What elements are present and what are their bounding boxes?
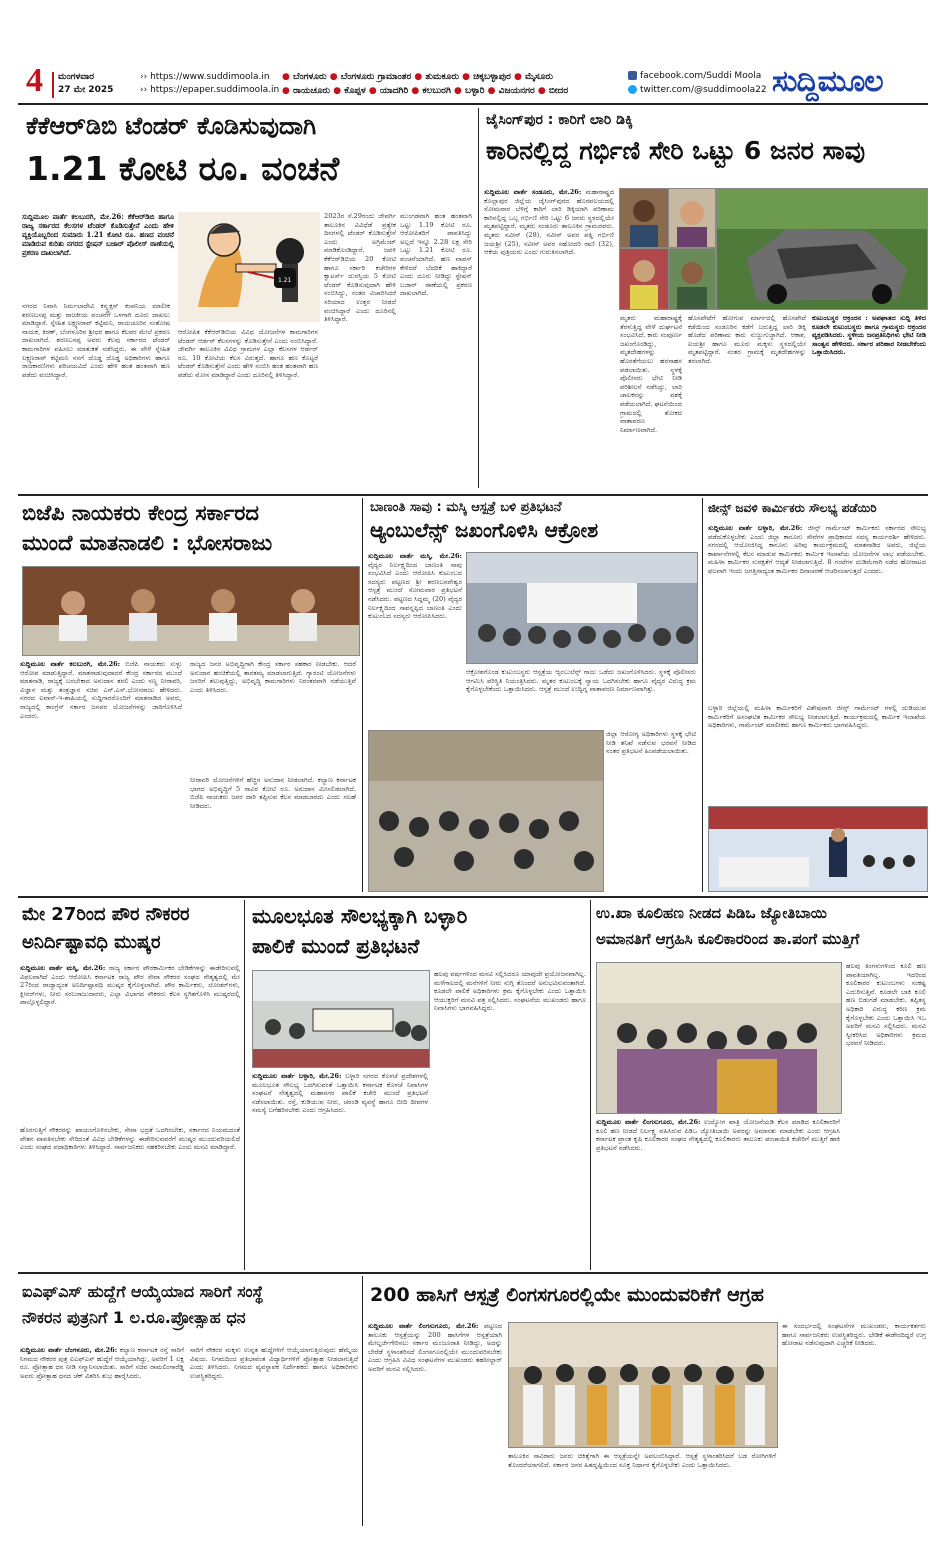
story-col-3: ಹೊಸಪೇಟೆಗೆ ಹೋಗುವ ಮಾರ್ಗದಲ್ಲಿ ಹೊಸಪೇಟೆ ಕಡೆಯಿಂದ ಸಂಡೂರಿನ ಕಡೆಗೆ ಬರುತ್ತಿದ್ದ ಲಾರಿ ಡಿಕ್ಕಿ ಹೊಡೆದ ಪರಿಣಾಮ ಕಾರು ನುಜ್ಜುಗುಜ್ಜಾಗಿದೆ. ಆಕಾಶ, ಐಯಶ್ರೀ ಹಾಗೂ ಮೂರು ಮಕ್ಕಳು ಸ್ಥಳದಲ್ಲಿಯೇ ಮೃತಪಟ್ಟಿದ್ದಾರೆ. ನಂತರ ಗ್ರಾಮಕ್ಕೆ ಮೃತದೇಹಗಳನ್ನು ತರಲಾಗಿದೆ. xyxy=(688,314,806,365)
story-col-2: ರಾಜ್ಯದ ಜನರ ಅಭಿವೃದ್ಧಿಗಾಗಿ ಕೇಂದ್ರ ಸರ್ಕಾರ ಸಹಕಾರ ನೀಡಬೇಕು. ಆದರೆ ಅನುದಾನ ಹಂಚಿಕೆಯಲ್ಲಿ ತಾರತಮ್ಯ ಮಾಡಲಾಗುತ್ತಿದೆ. ಗ್ಯಾರಂಟಿ ಯೋಜನೆಗಳು ಜನರಿಗೆ ತಲುಪುತ್ತಿದ್ದು, ಅಭಿವೃದ್ಧಿ ಕಾಮಗಾರಿಗಳು ನಿರಂತರವಾಗಿ ನಡೆಯುತ್ತಿವೆ ಎಂದು ತಿಳಿಸಿದರು. xyxy=(190,660,356,694)
story-col-1: ಸುದ್ದಿಮೂಲ ವಾರ್ತೆ ಮಸ್ಕಿ, ಮೇ.26: ರಾಜ್ಯ ಸರ್ಕಾರ ಪೌರಕಾರ್ಮಿಕರ ಬೇಡಿಕೆಗಳನ್ನು ಈಡೇರಿಸುವಲ್ಲಿ ವಿಫಲವಾಗಿದೆ ಎಂದು ಆರೋಪಿಸಿ ಕರ್ನಾಟಕ ರಾಜ್ಯ ಪೌರ ಸೇವಾ ನೌಕರರ ಸಂಘದ ನೇತೃತ್ವದಲ್ಲಿ ಮೇ 27ರಿಂದ ರಾಜ್ಯಾದ್ಯಂತ ಅನಿರ್ದಿಷ್ಟಾವಧಿ ಮುಷ್ಕರ ಕೈಗೊಳ್ಳಲಾಗಿದೆ. ಪೌರ ಕಾರ್ಮಿಕರು, ಲೋಡರ್‌ಗಳು, ಕ್ಲೀನರ್‌ಗಳು, ನೀರು ಸರಬರಾಜುದಾರರು, ಎಲ್ಲಾ ವಿಭಾಗದ ನೌಕರರು ಕೆಲಸ ಸ್ಥಗಿತಗೊಳಿಸಿ ಮುಷ್ಕರದಲ್ಲಿ ಪಾಲ್ಗೊಳ್ಳಲಿದ್ದಾರೆ. xyxy=(20,964,240,1007)
palike-protest-photo xyxy=(252,970,430,1068)
story-col-2: ಬಳ್ಳಾರಿ ಜಿಲ್ಲೆಯಲ್ಲಿ ಮಹಿಳಾ ಕಾರ್ಮಿಕರಿಗೆ ವಿಶೇಷವಾಗಿ ಜೀನ್ಸ್ ಗಾರ್ಮೆಂಟ್ ಗಳಲ್ಲಿ ದುಡಿಯುವ ಕಾರ್ಮಿಕರಿಗೆ ಅಸಂಘಟಿತ ಕಾರ್ಮಿಕರ ಸೌಲಭ್ಯ ನೀಡಲಾಗುತ್ತಿದೆ. ಕಾರ್ಯಕ್ರಮದಲ್ಲಿ ಕಾರ್ಮಿಕ ಇಲಾಖೆಯ ಅಧಿಕಾರಿಗಳು, ಗಾರ್ಮೆಂಟ್ ಮಾಲೀಕರು ಹಾಗೂ ಕಾರ್ಮಿಕರು ಭಾಗವಹಿಸಿದ್ದರು. xyxy=(708,704,926,730)
story-jaisingpur-accident xyxy=(482,108,928,496)
story-col-1: ಸುದ್ದಿಮೂಲ ವಾರ್ತೆ ಲಿಂಗಸುಗೂರು, ಮೇ.26: ಪಟ್ಟಣದ ತಾಲೂಕು ಆಸ್ಪತ್ರೆಯನ್ನು 200 ಹಾಸಿಗೆಗಳ ಆಸ್ಪತ್ರೆಯಾಗಿ ಮೇಲ್ದರ್ಜೆಗೇರಿಸಲು ಸರ್ಕಾರ ಮಂಜೂರಾತಿ ನೀಡಿದ್ದು, ಅದನ್ನು ಬೇರೆಡೆ ಸ್ಥಳಾಂತರಿಸದೆ ಲಿಂಗಸಗೂರಲ್ಲಿಯೇ ಮುಂದುವರಿಸಬೇಕು ಎಂದು ಆಗ್ರಹಿಸಿ ವಿವಿಧ ಸಂಘಟನೆಗಳ ಮುಖಂಡರು ತಹಸೀಲ್ದಾರ್ ಅವರಿಗೆ ಮನವಿ ಸಲ್ಲಿಸಿದರು. xyxy=(368,1322,502,1373)
headline-line-2: ಅಮಾನತಿಗೆ ಆಗ್ರಹಿಸಿ ಕೂಲಿಕಾರರಿಂದ ತಾ.ಪಂಗೆ ಮುತ್ತಿಗೆ xyxy=(596,930,860,948)
story-jeans-workers xyxy=(706,498,928,894)
story-col-1: ಸುದ್ದಿಮೂಲ ವಾರ್ತೆ ಬಳ್ಳಾರಿ, ಮೇ.26: ಜೀನ್ಸ್ ಗಾರ್ಮೆಂಟ್ ಕಾರ್ಮಿಕರು ಸರ್ಕಾರದ ಸೌಲಭ್ಯ ಪಡೆದುಕೊಳ್ಳಬೇಕು ಎಂದು ಜಿಲ್ಲಾ ಕಾನೂನು ಸೇವೆಗಳ ಪ್ರಾಧಿಕಾರದ ಸದಸ್ಯ ಕಾರ್ಯದರ್ಶಿ ಹೇಳಿದರು. ನಗರದಲ್ಲಿ ಆಯೋಜಿಸಿದ್ದ ಕಾನೂನು ಅರಿವು ಕಾರ್ಯಕ್ರಮದಲ್ಲಿ ಮಾತನಾಡಿದ ಅವರು, ಜಿಲ್ಲೆಯ ಕಾರ್ಖಾನೆಗಳಲ್ಲಿ ಕೆಲಸ ಮಾಡುವ ಕಾರ್ಮಿಕರು ಕಾರ್ಮಿಕ ಇಲಾಖೆಯ ಯೋಜನೆಗಳ ಲಾಭ ಪಡೆಯಬೇಕು. ಮಹಿಳಾ ಕಾರ್ಮಿಕರ ಸುರಕ್ಷತೆಗೆ ಆದ್ಯತೆ ನೀಡಲಾಗುತ್ತಿದೆ. 8 ಗಂಟೆಗಳ ದುಡಿಮೆಗಾಗಿ ನಡೆದ ಹೋರಾಟದ ಫಲವಾಗಿ ಇಂದು ಜಗತ್ತಿನಾದ್ಯಂತ ಕಾರ್ಮಿಕರ ದಿನಾಚರಣೆ ಆಚರಿಸಲಾಗುತ್ತದೆ ಎಂದರು. xyxy=(708,524,926,575)
epaper-link[interactable]: ›› https://epaper.suddimoola.in xyxy=(140,85,280,95)
story-pdo-protest xyxy=(594,900,928,1270)
protest-crowd-photo-1 xyxy=(466,552,698,664)
story-col-1: ಸುದ್ದಿಮೂಲ ವಾರ್ತೆ ಕಲಬುರಗಿ, ಮೇ.26: ಬಿಜೆಪಿ ನಾಯಕರು ಸುಳ್ಳು ಆರೋಪ ಮಾಡುತ್ತಿದ್ದಾರೆ. ಮಾತನಾಡುವುದಾದರೆ ಕೇಂದ್ರ ಸರ್ಕಾರದ ಮುಂದೆ ಮಾತನಾಡಿ, ರಾಜ್ಯಕ್ಕೆ ಬರಬೇಕಾದ ಅನುದಾನ ತರಲಿ ಎಂದು ಸಣ್ಣ ನೀರಾವರಿ, ವಿಜ್ಞಾನ ಮತ್ತು ತಂತ್ರಜ್ಞಾನ ಸಚಿವ ಎನ್.ಎಸ್.ಭೋಸರಾಜು ಹೇಳಿದರು. ನಗರದ ಐವಾನ್-ಇ-ಶಾಹಿಯಲ್ಲಿ ಸುದ್ದಿಗಾರರೊಂದಿಗೆ ಮಾತನಾಡಿದ ಅವರು, ರಾಜ್ಯದಲ್ಲಿ ಕಾಂಗ್ರೆಸ್ ಸರ್ಕಾರ ಜನಪರ ಯೋಜನೆಗಳನ್ನು ಜಾರಿಗೊಳಿಸಿದೆ ಎಂದರು. xyxy=(20,660,182,720)
story-col-1: ಸುದ್ದಿಮೂಲ ವಾರ್ತೆ ಮಸ್ಕಿ, ಮೇ.26: ವೈದ್ಯರ ನಿರ್ಲಕ್ಷ್ಯದಿಂದ ಬಾಣಂತಿ ಸಾವು ಸಂಭವಿಸಿದೆ ಎಂದು ಆರೋಪಿಸಿ ಕುಟುಂಬದ ಸದಸ್ಯರು ಪಟ್ಟಣದ ಶ್ರೀ ಶರಣಬಸವೇಶ್ವರ ಆಸ್ಪತ್ರೆ ಮುಂದೆ ಸೋಮವಾರ ಪ್ರತಿಭಟನೆ ನಡೆಸಿದರು. ಪಟ್ಟಣದ ಸಿದ್ದಮ್ಮ (20) ವೈದ್ಯರ ನಿರ್ಲಕ್ಷ್ಯದಿಂದ ಸಾವನ್ನಪ್ಪಿದ ಬಾಣಂತಿ ಎಂದು ಕುಟುಂಬದ ಸದಸ್ಯರು ಆರೋಪಿಸಿದರು. xyxy=(368,552,462,621)
issue-day: ಮಂಗಳವಾರ xyxy=(58,72,95,82)
headline-line-1: ಬಿಜೆಪಿ ನಾಯಕರು ಕೇಂದ್ರ ಸರ್ಕಾರದ xyxy=(22,501,259,525)
story-ifs-incentive xyxy=(18,1276,360,1526)
story-ambulance-protest xyxy=(366,498,700,894)
hospital-memorandum-photo xyxy=(508,1322,778,1448)
headline-line-2: ಪಾಲಿಕೆ ಮುಂದೆ ಪ್ರತಿಭಟನೆ xyxy=(252,934,420,958)
story-col-3: ನೀರಾವರಿ ಯೋಜನೆಗಳಿಗೆ ಹೆಚ್ಚಿನ ಅನುದಾನ ನೀಡಲಾಗಿದೆ. ಕಲ್ಯಾಣ ಕರ್ನಾಟಕ ಭಾಗದ ಅಭಿವೃದ್ಧಿಗೆ 5 ಸಾವಿರ ಕೋಟಿ ರೂ. ಅನುದಾನ ಮೀಸಲಿಡಲಾಗಿದೆ. ಬಿಜೆಪಿ ನಾಯಕರು ಜನರ ದಾರಿ ತಪ್ಪಿಸುವ ಕೆಲಸ ಮಾಡಬಾರದು ಎಂದು ಸಲಹೆ ನೀಡಿದರು. xyxy=(190,776,356,810)
story-col-1: ಸುದ್ದಿಮೂಲ ವಾರ್ತೆ ಸಂಡೂರು, ಮೇ.26: ಮಹಾರಾಷ್ಟ್ರದ ಕೊಲ್ಲಾಪುರ ಜಿಲ್ಲೆಯ ಜೈಸಿಂಗ್‌ಪುರದ ಹೊರವಲಯದಲ್ಲಿ ಸೋಮವಾರ ಬೆಳಿಗ್ಗೆ ಕಾರಿಗೆ ಲಾರಿ ಡಿಕ್ಕಿಯಾಗಿ ಪರಿಣಾಮ ಕಾರಿನಲ್ಲಿದ್ದ ಒಬ್ಬ ಗರ್ಭಿಣಿ ಸೇರಿ ಒಟ್ಟು 6 ಜನರು ಸ್ಥಳದಲ್ಲಿಯೇ ಮೃತಪಟ್ಟಿದ್ದಾರೆ. ಮೃತರು ಸಂಡೂರು ತಾಲೂಕಿನ ಗ್ರಾಮದವರು. ಮೃತರು ನವೀನ್ (28), ನವೀನ್ ಅವರ ಪತ್ನಿ ಗರ್ಭಿಣಿ ಜಯಶ್ರೀ (25), ನವೀನ್ ಅವರ ಸಹೋದರಿ ರಾಣಿ (32), ಆಕೆಯ ಪುತ್ರಿಯರು ಎಂದು ಗುರುತಿಸಲಾಗಿದೆ. xyxy=(484,188,614,257)
story-col-2: ಆಕ್ರೋಶಗೊಂಡ ಕುಟುಂಬಸ್ಥರು ಆಸ್ಪತ್ರೆಯ ಆ್ಯಂಬುಲೆನ್ಸ್ ಗಾಜು ಒಡೆದು ಜಖಂಗೊಳಿಸಿದರು. ಸ್ಥಳಕ್ಕೆ ಪೊಲೀಸರು ಆಗಮಿಸಿ ಪರಿಸ್ಥಿತಿ ನಿಯಂತ್ರಿಸಿದರು. ಮೃತರ ಕುಟುಂಬಕ್ಕೆ ನ್ಯಾಯ ಒದಗಿಸಬೇಕು ಹಾಗೂ ವೈದ್ಯರ ವಿರುದ್ಧ ಕ್ರಮ ಕೈಗೊಳ್ಳಬೇಕೆಂದು ಒತ್ತಾಯಿಸಿದರು. ಆಸ್ಪತ್ರೆ ಮುಂದೆ ಉದ್ವಿಗ್ನ ವಾತಾವರಣ ನಿರ್ಮಾಣವಾಗಿತ್ತು. xyxy=(466,668,696,694)
story-col-3: ಜಿಲ್ಲಾ ಆರೋಗ್ಯ ಅಧಿಕಾರಿಗಳು ಸ್ಥಳಕ್ಕೆ ಭೇಟಿ ನೀಡಿ ತನಿಖೆ ನಡೆಸುವ ಭರವಸೆ ನೀಡಿದ ನಂತರ ಪ್ರತಿಭಟನೆ ಹಿಂಪಡೆಯಲಾಯಿತು. xyxy=(606,730,696,756)
headline-line-2: ಅನಿರ್ದಿಷ್ಟಾವಧಿ ಮುಷ್ಕರ xyxy=(22,932,161,953)
story-bhosaraju xyxy=(18,498,358,894)
page-number: 4 xyxy=(26,62,43,99)
story-kicker: ಬಾಣಂತಿ ಸಾವು : ಮಸ್ಕಿ ಆಸ್ಪತ್ರೆ ಬಳಿ ಪ್ರತಿಭಟನೆ xyxy=(370,500,562,515)
story-col-2: ಹಲವು ವರ್ಷಗಳಿಂದ ಮನವಿ ಸಲ್ಲಿಸಿದರೂ ಯಾವುದೇ ಪ್ರಯೋಜನವಾಗಿಲ್ಲ. ಮಳೆಗಾಲದಲ್ಲಿ ಮನೆಗಳಿಗೆ ನೀರು ನುಗ್ಗಿ ತೊಂದರೆ ಅನುಭವಿಸುವಂತಾಗಿದೆ. ಕೂಡಲೇ ಪಾಲಿಕೆ ಅಧಿಕಾರಿಗಳು ಕ್ರಮ ಕೈಗೊಳ್ಳಬೇಕು ಎಂದು ಒತ್ತಾಯಿಸಿ ಆಯುಕ್ತರಿಗೆ ಮನವಿ ಪತ್ರ ಸಲ್ಲಿಸಿದರು. ಸಂಘಟನೆಯ ಮುಖಂಡರು ಹಾಗೂ ನಿವಾಸಿಗಳು ಭಾಗವಹಿಸಿದ್ದರು. xyxy=(434,970,586,1013)
story-pourakarmika-strike xyxy=(18,900,242,1270)
headline: ಜೀನ್ಸ್ ಜವಳಿ ಕಾರ್ಮಿಕರು ಸೌಲಭ್ಯ ಪಡೆಯಿರಿ xyxy=(708,501,877,515)
story-col-1: ಸುದ್ದಿಮೂಲ ವಾರ್ತೆ ಬೆಂಗಳೂರು, ಮೇ.26: ಕಲ್ಯಾಣ ಕರ್ನಾಟಕ ರಸ್ತೆ ಸಾರಿಗೆ ನಿಗಮದ ನೌಕರರ ಪುತ್ರ ಐಎಫ್‌ಎಸ್ ಹುದ್ದೆಗೆ ಆಯ್ಕೆಯಾಗಿದ್ದು, ಅವರಿಗೆ 1 ಲಕ್ಷ ರೂ. ಪ್ರೋತ್ಸಾಹ ಧನ ನೀಡಿ ಸನ್ಮಾನಿಸಲಾಯಿತು. ಸಾರಿಗೆ ಸಚಿವ ರಾಮಲಿಂಗಾರೆಡ್ಡಿ ಅವರು ಪ್ರೋತ್ಸಾಹ ಧನದ ಚೆಕ್ ವಿತರಿಸಿ ಶುಭ ಹಾರೈಸಿದರು. xyxy=(20,1346,184,1380)
story-col-2: ಮೃತರು ಮಹಾರಾಷ್ಟ್ರಕ್ಕೆ ತೆರಳುತ್ತಿದ್ದ ವೇಳೆ ದುರ್ಘಟನೆ ಸಂಭವಿಸಿದೆ. ಕಾರು ಸಂಪೂರ್ಣ ಜಖಂಗೊಂಡಿದ್ದು, ಮೃತದೇಹಗಳನ್ನು ಹೊರತೆಗೆಯಲು ಹರಸಾಹಸ ಪಡಲಾಯಿತು. ಸ್ಥಳಕ್ಕೆ ಪೊಲೀಸರು ಭೇಟಿ ನೀಡಿ ಪರಿಶೀಲನೆ ನಡೆಸಿದ್ದು, ಲಾರಿ ಚಾಲಕನನ್ನು ವಶಕ್ಕೆ ಪಡೆಯಲಾಗಿದೆ. ಘಟನೆಯಿಂದ ಗ್ರಾಮದಲ್ಲಿ ಶೋಕದ ವಾತಾವರಣ ನಿರ್ಮಾಣವಾಗಿದೆ. xyxy=(620,314,682,434)
district-row-2: ● ರಾಯಚೂರು ● ಕೊಪ್ಪಳ ● ಯಾದಗಿರಿ ● ಕಲಬುರಗಿ ● ಬಳ್ಳಾರಿ ● ವಿಜಯನಗರ ● ಬೀದರ xyxy=(282,86,569,96)
story-col-2: ಹಲವು ತಿಂಗಳುಗಳಿಂದ ಕೂಲಿ ಹಣ ಪಾವತಿಯಾಗಿಲ್ಲ. ಇದರಿಂದ ಕೂಲಿಕಾರರ ಕುಟುಂಬಗಳು ಸಂಕಷ್ಟ ಎದುರಿಸುತ್ತಿವೆ. ಕೂಡಲೇ ಬಾಕಿ ಕೂಲಿ ಹಣ ಬಿಡುಗಡೆ ಮಾಡಬೇಕು. ತಪ್ಪಿತಸ್ಥ ಅಧಿಕಾರಿ ವಿರುದ್ಧ ಕಠಿಣ ಕ್ರಮ ಕೈಗೊಳ್ಳಬೇಕು ಎಂದು ಒತ್ತಾಯಿಸಿ ಇಒ ಅವರಿಗೆ ಮನವಿ ಸಲ್ಲಿಸಿದರು. ಮನವಿ ಸ್ವೀಕರಿಸಿದ ಅಧಿಕಾರಿಗಳು ಕ್ರಮದ ಭರವಸೆ ನೀಡಿದರು. xyxy=(846,962,926,1048)
facebook-link[interactable]: facebook.com/Suddi Moola xyxy=(628,71,761,81)
headline-line-1: ಐಎಫ್‌ಎಸ್ ಹುದ್ದೆಗೆ ಆಯ್ಕೆಯಾದ ಸಾರಿಗೆ ಸಂಸ್ಥೆ xyxy=(22,1282,264,1301)
svg-text:1.21: 1.21 xyxy=(278,277,292,284)
headline-line-2: ಮುಂದೆ ಮಾತನಾಡಲಿ : ಭೋಸರಾಜು xyxy=(22,531,273,555)
victim-portrait-4 xyxy=(668,248,716,310)
story-col-3: ಈ ಸಂದರ್ಭದಲ್ಲಿ ಸಂಘಟನೆಗಳ ಮುಖಂಡರು, ಕಾರ್ಯಕರ್ತರು ಹಾಗೂ ಸಾರ್ವಜನಿಕರು ಉಪಸ್ಥಿತರಿದ್ದರು. ಬೇಡಿಕೆ ಈಡೇರದಿದ್ದರೆ ಉಗ್ರ ಹೋರಾಟ ನಡೆಸುವುದಾಗಿ ಎಚ್ಚರಿಕೆ ನೀಡಿದರು. xyxy=(782,1322,926,1348)
story-col-2: ಆರೋಪಿತ ಕೆಕೆಆರ್‌ಡಿಬಿಯ ವಿವಿಧ ಯೋಜನೆಗಳ ಕಾಮಗಾರಿಗಳ ಟೆಂಡರ್ ಆರ್ಡರ್ ಕೆಲಸಗಳನ್ನು ಕೊಡಿಸುತ್ತೇನೆ ಎಂದು ನಂಬಿಸಿದ್ದಾರೆ. ಜೇವರ್ಗಿ ತಾಲೂಕಿನ ವಿವಿಧ ಗ್ರಾಮಗಳ ಎಲ್ಲಾ ಕೆಲಸಗಳ ಆರ್ಡರ್ ರೂ. 10 ಕೋಟಿಯ ಕೆಲಸ ವಿರುತ್ತದೆ. ಹಾಗೂ ಹಣ ಕೊಟ್ಟರೆ ಟೆಂಡರ್ ಕೊಡಿಸುತ್ತೇನೆ ಎಂದು ಹೇಳಿ ನಂಬಿಸಿ ಹಂತ ಹಂತವಾಗಿ ಹಣ ಪಡೆದು ಮೋಸ ಮಾಡಿದ್ದಾರೆ ಎಂದು ದೂರಿನಲ್ಲಿ ತಿಳಿಸಿದ್ದಾರೆ. xyxy=(178,328,318,379)
story-hospital-demand xyxy=(366,1276,928,1526)
website-link[interactable]: ›› https://www.suddimoola.in xyxy=(140,72,270,82)
facebook-icon xyxy=(628,71,637,80)
headline-line-1: ಕೆಕೆಆರ್‌ಡಿಬಿ ಟೆಂಡರ್ ಕೊಡಿಸುವುದಾಗಿ xyxy=(26,112,317,140)
headline: 200 ಹಾಸಿಗೆ ಆಸ್ಪತ್ರೆ ಲಿಂಗಸಗೂರಲ್ಲಿಯೇ ಮುಂದುವರಿಕೆಗೆ ಆಗ್ರಹ xyxy=(370,1284,764,1306)
story-lead: ಸುದ್ದಿಮೂಲ ವಾರ್ತೆ ಕಲಬುರಗಿ, ಮೇ.26: ಕೆಕೆಆರ್‌ಡಿಬಿ ಹಾಗೂ ರಾಜ್ಯ ಸರ್ಕಾರದ ಕೆಲಸಗಳ ಟೆಂಡರ್ ಕೊಡಿಸುತ್ತೇನೆ ಎಂದು ಹೇಳಿ ವ್ಯಕ್ತಿಯೊಬ್ಬರಿಂದ ಸುಮಾರು 1.21 ಕೋಟಿ ರೂ. ಹಣದ ವಂಚನೆ ಮಾಡಿರುವ ಕುರಿತು ನಗರದ ಸ್ಟೇಷನ್ ಬಜಾರ್ ಪೊಲೀಸ್ ಠಾಣೆಯಲ್ಲಿ ಪ್ರಕರಣ ದಾಖಲಾಗಿದೆ. xyxy=(22,212,174,257)
story-col-2: ಸಾರಿಗೆ ನೌಕರರ ಮಕ್ಕಳು ಉನ್ನತ ಹುದ್ದೆಗಳಿಗೆ ಆಯ್ಕೆಯಾಗುತ್ತಿರುವುದು ಹೆಮ್ಮೆಯ ವಿಷಯ. ನಿಗಮದಿಂದ ಪ್ರತಿಭಾವಂತ ವಿದ್ಯಾರ್ಥಿಗಳಿಗೆ ಪ್ರೋತ್ಸಾಹ ನೀಡಲಾಗುತ್ತಿದೆ ಎಂದು ತಿಳಿಸಿದರು. ನಿಗಮದ ವ್ಯವಸ್ಥಾಪಕ ನಿರ್ದೇಶಕರು ಹಾಗೂ ಅಧಿಕಾರಿಗಳು ಉಪಸ್ಥಿತರಿದ್ದರು. xyxy=(190,1346,358,1380)
victim-portrait-1 xyxy=(619,188,669,248)
story-col-4: ಮುಂಗಡವಾಗಿ ಹಂತ ಹಂತವಾಗಿ ಒಟ್ಟು 1.19 ಕೋಟಿ ರೂ. ಆರೋಪಿತರಿಗೆ ಪಾವತಿಸಿದ್ದು ಅಲ್ಲದೆ ಇನ್ನೂ 2.28 ಲಕ್ಷ ಸೇರಿ ಒಟ್ಟು 1.21 ಕೋಟಿ ರೂ. ವಂಚನೆಯಾಗಿದೆ. ಹಣ ವಾಪಸ್ ಕೇಳಿದರೆ ಬೆದರಿಕೆ ಹಾಕಿದ್ದಾರೆ ಎಂದು ದೂರು ನೀಡಿದ್ದು ಸ್ಟೇಷನ್ ಬಜಾರ್ ಠಾಣೆಯಲ್ಲಿ ಪ್ರಕರಣ ದಾಖಲಾಗಿದೆ. xyxy=(400,212,472,298)
headline: ಕಾರಿನಲ್ಲಿದ್ದ ಗರ್ಭಿಣಿ ಸೇರಿ ಒಟ್ಟು 6 ಜನರ ಸಾವು xyxy=(486,136,866,165)
newspaper-logo: ಸುದ್ದಿಮೂಲ xyxy=(772,64,883,99)
fraud-illustration xyxy=(178,212,320,322)
story-col-1: ನಗರದ ನಿವಾಸಿ ನಿರ್ಮಲಾದೇವಿ ಕನ್ಸ್ಟ್ರಕ್ಷನ್ ಕಂಪನಿಯ ಮಾಲೀಕ ಶರಣಬಸಪ್ಪ ಮತ್ತು ರಾಜಕೀಯ ವಂಚನೆಗೆ ಒಳಗಾಗಿ ದೂರು ದಾಖಲು ಮಾಡಿದ್ದಾರೆ. ಸ್ನೇಹಿತ ಲಕ್ಷ್ಮಣರಾವ್ ಕಟ್ಟಿಮನಿ, ರಾಯಚೂರಿನ ಸಂತೋಷ ನಾಯಕ, ಕಿರಣ್, ಬೆಂಗಳೂರಿನ ಶ್ರೀಧರ ಹಾಗೂ ಕೆಲವರ ಮೇಲೆ ಪ್ರಕರಣ ದಾಖಲಾಗಿದೆ. ಶರಣಬಸಪ್ಪ ಅವರು ಕೆಲವು ಸರ್ಕಾರದ ಟೆಂಡರ್ ಕಾಮಗಾರಿಗಳ ವಹಿಸಲು ಮಾತುಕತೆ ನಡೆಸಿದ್ದರು. ಈ ವೇಳೆ ಸ್ನೇಹಿತ ಲಕ್ಷ್ಮಣರಾವ್ ಕಟ್ಟಿಮನಿ ನನಗೆ ದೊಡ್ಡ ದೊಡ್ಡ ಅಧಿಕಾರಿಗಳು ಹಾಗೂ ರಾಜಕಾರಣಿಗಳು ಪರಿಚಯವಿದೆ ಎಂದು ಹೇಳಿ ಹಂತ ಹಂತವಾಗಿ ಹಣ ಪಡೆದು ವಂಚಿಸಿದ್ದಾರೆ. xyxy=(22,302,170,379)
crashed-car-photo xyxy=(716,188,928,310)
link-arrow-icon: ›› xyxy=(140,72,151,82)
headline-line-1: ಉ.ಖಾ ಕೂಲಿಹಣ ನೀಡದ ಪಿಡಿಒ ಜ್ಯೋತಿಬಾಯಿ xyxy=(596,904,827,922)
headline-line-2: ನೌಕರನ ಪುತ್ರನಿಗೆ 1 ಲ.ರೂ.ಪ್ರೋತ್ಸಾಹ ಧನ xyxy=(22,1308,246,1327)
victim-portrait-2 xyxy=(668,188,716,248)
district-row-1: ● ಬೆಂಗಳೂರು ● ಬೆಂಗಳೂರು ಗ್ರಾಮಾಂತರ ● ತುಮಕೂರು ● ಚಿಕ್ಕಬಳ್ಳಾಪುರ ● ಮೈಸೂರು xyxy=(282,72,554,82)
headline-line-2: 1.21 ಕೋಟಿ ರೂ. ವಂಚನೆ xyxy=(26,149,340,188)
story-col-3: 2023ರ ಸೆ.29ರಂದು ಜೇವರ್ಗಿ ತಾಲೂಕಿನ ವಿವಿಧೆಡೆ ಪ್ರತ್ಯೇಕ ದಿನಗಳಲ್ಲಿ ಟೆಂಡರ್ ಕೊಡಿಸುತ್ತೇನೆ ಎಂದು ಅಗ್ರಿಮೆಂಟ್ ಮಾಡಿಕೊಂಡಿದ್ದಾರೆ. ಜವಳಿ ಕೆಕೆಆರ್‌ಡಿಬಿಯ 20 ಕೋಟಿ ಹಾಗೂ ಸರ್ಕಾರಿ ಕಚೇರಿಗಳ ಕ್ವಾಟರ್ಸ್ ದುರಸ್ತಿಯ 5 ಕೋಟಿ ಟೆಂಡರ್ ಕೊಡಿಸುವುದಾಗಿ ಹೇಳಿ ನಂಬಿಸಿದ್ದು, ನಂತರ ವಿಚಾರಿಸಿದರೆ ಸರಿಯಾದ ಉತ್ತರ ನೀಡದೆ ವಂಚಿಸಿದ್ದಾರೆ ಎಂದು ದೂರಿನಲ್ಲಿ ತಿಳಿಸಿದ್ದಾರೆ. xyxy=(324,212,396,324)
headline: ಆ್ಯಂಬುಲೆನ್ಸ್ ಜಖಂಗೊಳಿಸಿ ಆಕ್ರೋಶ xyxy=(370,518,599,542)
story-col-1: ಸುದ್ದಿಮೂಲ ವಾರ್ತೆ ಬಳ್ಳಾರಿ, ಮೇ.26: ಬಳ್ಳಾರಿ ನಗರದ ಕೊಳಚೆ ಪ್ರದೇಶಗಳಲ್ಲಿ ಮೂಲಭೂತ ಸೌಲಭ್ಯ ಒದಗಿಸುವಂತೆ ಒತ್ತಾಯಿಸಿ ಕರ್ನಾಟಕ ಕೊಳಚೆ ನಿವಾಸಿಗಳ ಸಂಘಟನೆ ನೇತೃತ್ವದಲ್ಲಿ ಮಹಾನಗರ ಪಾಲಿಕೆ ಕಚೇರಿ ಮುಂದೆ ಪ್ರತಿಭಟನೆ ನಡೆಸಲಾಯಿತು. ರಸ್ತೆ, ಕುಡಿಯುವ ನೀರು, ಚರಂಡಿ ವ್ಯವಸ್ಥೆ ಹಾಗೂ ಬೀದಿ ದೀಪಗಳ ಸಮಸ್ಯೆ ಬಗೆಹರಿಸಬೇಕು ಎಂದು ಆಗ್ರಹಿಸಿದರು. xyxy=(252,1072,428,1115)
story-kicker: ಜೈಸಿಂಗ್‌ಪುರ : ಕಾರಿಗೆ ಲಾರಿ ಡಿಕ್ಕಿ xyxy=(486,112,633,128)
story-col-1: ಸುದ್ದಿಮೂಲ ವಾರ್ತೆ ಲಿಂಗಸುಗೂರು, ಮೇ.26: ಉದ್ಯೋಗ ಖಾತ್ರಿ ಯೋಜನೆಯಡಿ ಕೆಲಸ ಮಾಡಿದ ಕೂಲಿಕಾರರಿಗೆ ಕೂಲಿ ಹಣ ನೀಡದೆ ನಿರ್ಲಕ್ಷ್ಯ ವಹಿಸಿರುವ ಪಿಡಿಒ ಜ್ಯೋತಿಬಾಯಿ ಅವರನ್ನು ಅಮಾನತು ಮಾಡಬೇಕು ಎಂದು ಆಗ್ರಹಿಸಿ ಕರ್ನಾಟಕ ಪ್ರಾಂತ ಕೃಷಿ ಕೂಲಿಕಾರರ ಸಂಘದ ನೇತೃತ್ವದಲ್ಲಿ ಕೂಲಿಕಾರರು ತಾಲೂಕು ಪಂಚಾಯಿತಿ ಕಚೇರಿಗೆ ಮುತ್ತಿಗೆ ಹಾಕಿ ಪ್ರತಿಭಟನೆ ನಡೆಸಿದರು. xyxy=(596,1118,840,1152)
story-ballari-protest xyxy=(248,900,588,1270)
press-meet-photo xyxy=(22,566,360,656)
link-arrow-icon: ›› xyxy=(140,85,151,95)
legal-awareness-photo xyxy=(708,806,928,892)
protest-crowd-photo-2 xyxy=(368,730,604,892)
headline-line-1: ಮೇ 27ರಿಂದ ಪೌರ ನೌಕರರ xyxy=(22,904,190,925)
labourers-protest-photo xyxy=(596,962,842,1114)
victim-portrait-3 xyxy=(619,248,669,310)
twitter-icon xyxy=(628,85,637,94)
story-col-4: ಕುಟುಂಬಸ್ಥರ ಆಕ್ರಂದನ : ಅಪಘಾತದ ಸುದ್ದಿ ತಿಳಿದ ಕೂಡಲೇ ಕುಟುಂಬಸ್ಥರು ಹಾಗೂ ಗ್ರಾಮಸ್ಥರು ಆಕ್ರಂದನ ವ್ಯಕ್ತಪಡಿಸಿದರು. ಸ್ಥಳೀಯ ಜನಪ್ರತಿನಿಧಿಗಳು ಭೇಟಿ ನೀಡಿ ಸಾಂತ್ವನ ಹೇಳಿದರು. ಸರ್ಕಾರ ಪರಿಹಾರ ನೀಡಬೇಕೆಂದು ಒತ್ತಾಯಿಸಿದರು. xyxy=(812,314,926,357)
story-tender-fraud xyxy=(18,108,476,496)
issue-date: 27 ಮೇ 2025 xyxy=(58,85,114,95)
story-col-2: ತಾಲೂಕಿನ ಸಾವಿರಾರು ಜನರು ಚಿಕಿತ್ಸೆಗಾಗಿ ಈ ಆಸ್ಪತ್ರೆಯನ್ನೇ ಅವಲಂಬಿಸಿದ್ದಾರೆ. ಆಸ್ಪತ್ರೆ ಸ್ಥಳಾಂತರಿಸಿದರೆ ಬಡ ರೋಗಿಗಳಿಗೆ ತೊಂದರೆಯಾಗಲಿದೆ. ಸರ್ಕಾರ ಜನರ ಹಿತದೃಷ್ಟಿಯಿಂದ ಸೂಕ್ತ ನಿರ್ಧಾರ ಕೈಗೊಳ್ಳಬೇಕು ಎಂದು ಒತ್ತಾಯಿಸಿದರು. xyxy=(508,1452,776,1469)
twitter-link[interactable]: twitter.com/@suddimoola22 xyxy=(628,85,767,95)
headline-line-1: ಮೂಲಭೂತ ಸೌಲಭ್ಯಕ್ಕಾಗಿ ಬಳ್ಳಾರಿ xyxy=(252,904,468,928)
story-col-2: ಹೊರಗುತ್ತಿಗೆ ನೌಕರರನ್ನು ಖಾಯಂಗೊಳಿಸಬೇಕು, ಸೇವಾ ಭದ್ರತೆ ಒದಗಿಸಬೇಕು, ಸರ್ಕಾರದ ನಿಯಮದಂತೆ ವೇತನ ಪಾವತಿಸಬೇಕು ಸೇರಿದಂತೆ ವಿವಿಧ ಬೇಡಿಕೆಗಳನ್ನು ಈಡೇರಿಸುವವರೆಗೆ ಮುಷ್ಕರ ಮುಂದುವರಿಯಲಿದೆ ಎಂದು ಸಂಘದ ಪದಾಧಿಕಾರಿಗಳು ತಿಳಿಸಿದ್ದಾರೆ. ಸಾರ್ವಜನಿಕರು ಸಹಕರಿಸಬೇಕು ಎಂದು ಮನವಿ ಮಾಡಿದ್ದಾರೆ. xyxy=(20,1126,240,1152)
masthead xyxy=(0,0,945,110)
